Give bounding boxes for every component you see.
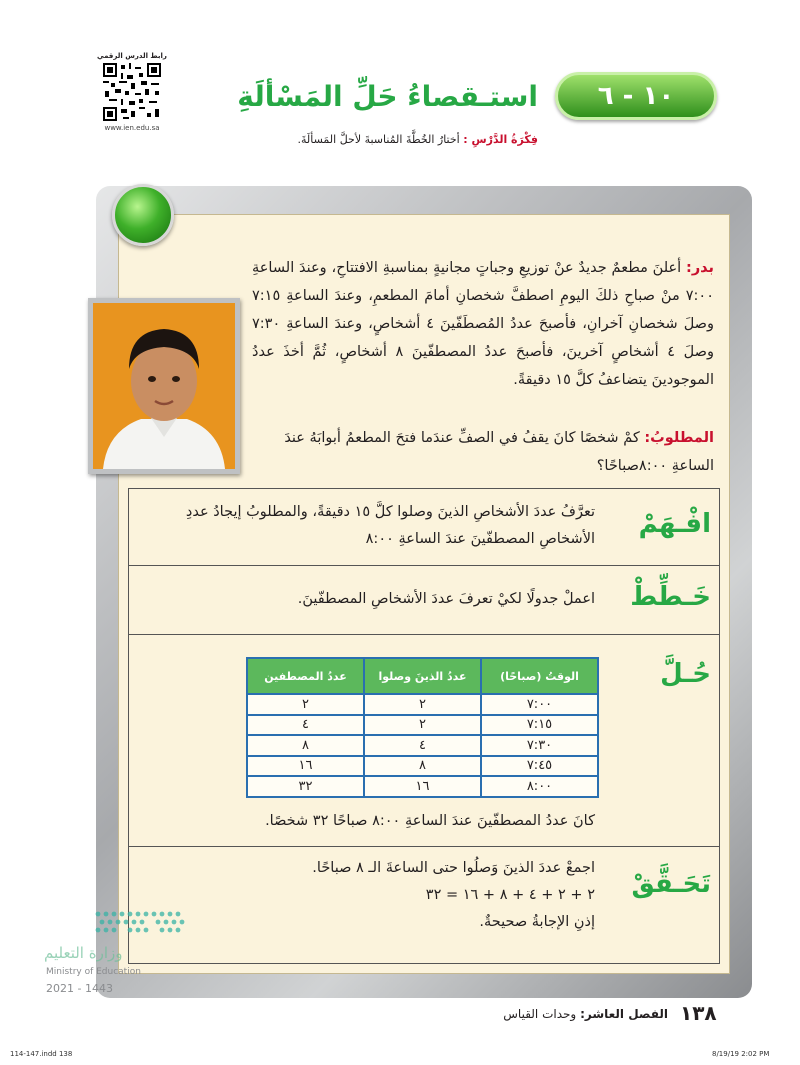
required-text: كمْ شخصًا كانَ يقفُ في الصفِّ عندَما فتحَ المطعمُ أبوابَهُ عندَ الساعةِ ٨:٠٠صباحًا؟	[284, 430, 714, 474]
table-header-cell: الوقتُ (صباحًا)	[481, 658, 598, 694]
step-understand-label: افْـهَمْ	[638, 509, 711, 539]
table-header-cell: عددُ المصطفين	[247, 658, 364, 694]
table-cell: ٣٢	[247, 776, 364, 797]
step-understand-text: تعرَّفُ عددَ الأشخاصِ الذينَ وصلوا كلَّ ١٥ دقيقةً، والمطلوبُ إيجادُ عددِ الأشخاصِ المصطفّينَ عندَ الساعةِ ٨:٠٠	[185, 504, 595, 547]
table-cell: ٨	[247, 735, 364, 756]
lesson-title: استـقصاءُ حَلِّ المَسْألَةِ	[237, 80, 538, 113]
ministry-name-ar: وزارة التعليم	[44, 944, 123, 962]
solution-steps	[128, 488, 720, 964]
table-row	[247, 715, 598, 736]
story-label: بدر:	[686, 260, 714, 276]
table-cell: ٧:١٥	[481, 715, 598, 736]
qr-code-icon[interactable]	[103, 63, 161, 121]
table-row	[247, 735, 598, 756]
table-header-cell: عددُ الذينَ وصلوا	[364, 658, 481, 694]
chapter-label: الفصل العاشر:	[580, 1007, 668, 1021]
step-plan-text: اعملْ جدولًا لكيْ تعرفَ عددَ الأشخاصِ المصطفّينَ.	[297, 591, 595, 607]
table-cell: ١٦	[364, 776, 481, 797]
arrivals-table	[246, 657, 599, 798]
table-header-row	[247, 658, 598, 694]
problem-story	[252, 254, 714, 394]
table-row	[247, 756, 598, 777]
check-line-2: ٢ + ٢ + ٤ + ٨ + ١٦ = ٣٢	[425, 887, 595, 903]
step-check	[129, 847, 719, 965]
table-cell: ٤	[247, 715, 364, 736]
table-cell: ٧:٤٥	[481, 756, 598, 777]
solve-conclusion: كانَ عددُ المصطفّينَ عندَ الساعةِ ٨:٠٠ صباحًا ٣٢ شخصًا.	[265, 813, 595, 829]
boy-portrait-icon	[93, 303, 235, 469]
table-cell: ٢	[247, 694, 364, 715]
table-cell: ٤	[364, 735, 481, 756]
lesson-number: ١٠ - ٦	[597, 81, 675, 111]
green-bead-icon	[112, 184, 174, 246]
qr-caption: رابط الدرس الرقمي	[97, 52, 167, 60]
story-text: أعلنَ مطعمٌ جديدٌ عنْ توزيعِ وجباتٍ مجانيةٍ بمناسبةِ الافتتاحِ، وعندَ الساعةِ ٧:٠٠ منْ صباحِ ذلكَ اليومِ اصطفَّ شخصانِ أمامَ المطعمِ، وعندَ الساعةِ ٧:١٥ وصلَ شخصانِ آخرانِ، فأصبحَ عددُ المُصطَفّينَ ٤ أشخاصٍ، وعندَ الساعةِ ٧:٣٠ وصلَ ٤ أشخاصٍ آخرينَ، فأصبحَ عددُ المصطفّينَ ٨ أشخاصٍ، ثُمَّ أخذَ عددُ الموجودينَ يتضاعفُ كلَّ ١٥ دقيقةً.	[252, 260, 714, 388]
page-number: ١٣٨	[680, 1001, 717, 1025]
required-question	[252, 424, 714, 480]
check-line-1: اجمعْ عددَ الذينَ وَصلُوا حتى الساعةَ الـ ٨ صباحًا.	[312, 860, 595, 876]
print-slug-file: 114-147.indd 138	[10, 1050, 73, 1058]
check-line-3: إذنِ الإجابةُ صحيحةٌ.	[479, 914, 595, 930]
step-plan	[129, 566, 719, 635]
table-cell: ٢	[364, 694, 481, 715]
chapter-name: وحدات القياس	[503, 1007, 577, 1021]
step-understand	[129, 489, 719, 566]
step-check-text	[195, 855, 595, 936]
table-cell: ٨:٠٠	[481, 776, 598, 797]
step-solve	[129, 635, 719, 847]
step-plan-label: خَـطِّطْ	[630, 582, 711, 612]
lesson-idea-label: فِكْرَةُ الدَّرْسِ :	[463, 133, 538, 146]
character-photo	[88, 298, 240, 474]
lesson-idea	[298, 133, 538, 146]
qr-block	[96, 52, 168, 132]
table-cell: ٧:٣٠	[481, 735, 598, 756]
lesson-idea-text: أختارُ الخُطَّةَ المُناسبةَ لأحلَّ المَسألَةَ.	[297, 133, 460, 146]
lesson-number-badge	[555, 72, 717, 120]
ministry-year: 2021 - 1443	[46, 982, 113, 995]
step-solve-label: حُـلَّ	[660, 659, 711, 689]
table-row	[247, 694, 598, 715]
qr-url[interactable]: www.ien.edu.sa	[104, 124, 160, 132]
table-cell: ٢	[364, 715, 481, 736]
chapter-title	[503, 1007, 668, 1021]
table-row	[247, 776, 598, 797]
table-cell: ٨	[364, 756, 481, 777]
ministry-name-en: Ministry of Education	[46, 967, 141, 977]
required-label: المطلوبُ:	[644, 430, 714, 446]
table-cell: ١٦	[247, 756, 364, 777]
print-slug-date: 8/19/19 2:02 PM	[712, 1050, 770, 1058]
table-cell: ٧:٠٠	[481, 694, 598, 715]
step-check-label: تَحَـقَّقْ	[631, 869, 711, 899]
